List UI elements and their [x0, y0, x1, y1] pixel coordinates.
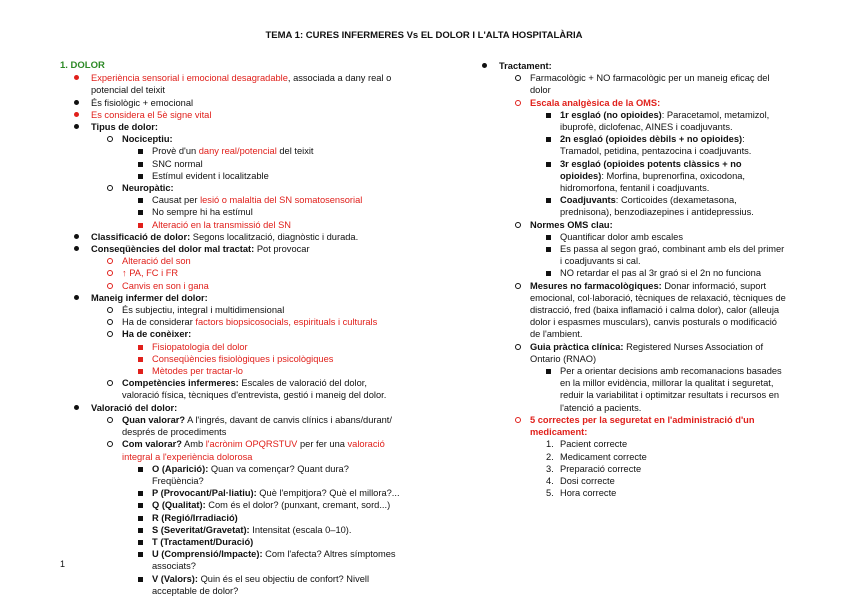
text: Segons localització, diagnòstic i durada. — [190, 231, 359, 242]
square-bullet-icon — [138, 516, 143, 521]
bold-text: Valoració del dolor: — [91, 402, 178, 413]
text: : Corticoides (dexametasona, prednisona), benzodiazepines i antidepressius. — [560, 195, 754, 218]
list-item — [60, 109, 400, 121]
square-bullet-icon — [546, 113, 551, 118]
circle-bullet-icon — [515, 100, 521, 106]
text: per fer una — [297, 439, 348, 450]
circle-bullet-icon — [107, 331, 113, 337]
text: Farmacològic + NO farmacològic per un maneig eficaç del dolor — [530, 73, 770, 96]
list-item — [60, 438, 400, 462]
square-bullet-icon — [546, 162, 551, 167]
red-text: Es considera el 5è signe vital — [91, 109, 212, 120]
bold-text: 2n esglaó (opioides dèbils + no opioides) — [560, 134, 743, 145]
bold-text: Competències infermeres: — [122, 378, 239, 389]
list-item — [60, 97, 400, 109]
square-bullet-icon — [138, 210, 143, 215]
list-item — [60, 170, 400, 182]
text: Estímul evident i localitzable — [152, 170, 269, 181]
square-bullet-icon — [138, 357, 143, 362]
list-number: 3. — [546, 463, 554, 474]
left-column — [60, 60, 400, 597]
list-number: 5. — [546, 488, 554, 499]
red-text: Mètodes per tractar-lo — [152, 366, 243, 377]
red-text: Canvis en son i gana — [122, 280, 209, 291]
square-bullet-icon — [546, 369, 551, 374]
square-bullet-icon — [546, 198, 551, 203]
list-item — [468, 365, 788, 414]
list-item — [60, 548, 400, 572]
bold-text: Nociceptiu: — [122, 134, 173, 145]
square-bullet-icon — [546, 271, 551, 276]
list-item — [60, 573, 400, 597]
circle-bullet-icon — [107, 441, 113, 447]
text: SNC normal — [152, 158, 203, 169]
red-text: valoració integral a l'experiència dolorosa — [122, 439, 385, 462]
text: Com és el dolor? (punxant, cremant, sord...) — [205, 500, 391, 511]
bold-text: V (Valors): — [152, 573, 198, 584]
circle-bullet-icon — [107, 185, 113, 191]
circle-bullet-icon — [107, 283, 113, 289]
list-item — [60, 206, 400, 218]
text: Es passa al segon graó, combinant amb els del primer i coadjuvants si cal. — [560, 244, 785, 267]
text: Causat per — [152, 195, 201, 206]
bold-text: Classificació de dolor: — [91, 231, 191, 242]
numbered-list-item — [468, 438, 788, 450]
bold-text: Maneig infermer del dolor: — [91, 292, 208, 303]
square-bullet-icon — [138, 223, 143, 228]
circle-bullet-icon — [107, 136, 113, 142]
bullet-icon — [74, 75, 79, 80]
list-item — [60, 72, 400, 96]
list-item — [468, 280, 788, 341]
text: Quin és el seu objectiu de confort? Nivell acceptable de dolor? — [152, 573, 370, 596]
square-bullet-icon — [546, 247, 551, 252]
bold-text: Mesures no farmacològiques: — [530, 280, 662, 291]
list-item — [60, 463, 400, 487]
bullet-icon — [482, 63, 487, 68]
square-bullet-icon — [138, 552, 143, 557]
bullet-icon — [74, 234, 79, 239]
text: Per a orientar decisions amb recomanacions basades en la millor evidència, millorar la qualitat i seguretat, reduir la variabilitat i optimitzar resultats i recursos en l'atenció a pacients. — [560, 366, 782, 413]
list-item — [468, 194, 788, 218]
red-text: dany real/potencial — [198, 146, 277, 157]
circle-bullet-icon — [107, 319, 113, 325]
list-item — [468, 109, 788, 133]
list-item — [60, 219, 400, 231]
bold-text: P (Provocant/Pal·liatiu): — [152, 488, 257, 499]
text: Pacient correcte — [560, 439, 628, 450]
square-bullet-icon — [138, 174, 143, 179]
circle-bullet-icon — [107, 417, 113, 423]
list-item — [468, 267, 788, 279]
circle-bullet-icon — [107, 380, 113, 386]
list-item — [60, 365, 400, 377]
list-item — [468, 231, 788, 243]
square-bullet-icon — [138, 162, 143, 167]
text: : Tramadol, petidina, pentazocina i coadjuvants. — [560, 134, 752, 157]
red-text: factors biopsicosocials, espirituals i culturals — [195, 317, 378, 328]
text: Medicament correcte — [560, 451, 647, 462]
square-bullet-icon — [138, 540, 143, 545]
document-title: TEMA 1: CURES INFERMERES Vs EL DOLOR I L'ALTA HOSPITALÀRIA — [265, 30, 583, 41]
square-bullet-icon — [138, 198, 143, 203]
bold-text: Neuropàtic: — [122, 183, 174, 194]
square-bullet-icon — [138, 369, 143, 374]
bold-text: Com valorar? — [122, 439, 182, 450]
list-item — [60, 316, 400, 328]
text: Provè d'un — [152, 146, 199, 157]
numbered-list-item — [468, 463, 788, 475]
bullet-icon — [74, 295, 79, 300]
list-item — [468, 219, 788, 231]
right-column — [468, 60, 788, 499]
bold-text: U (Comprensió/Impacte): — [152, 549, 263, 560]
square-bullet-icon — [138, 149, 143, 154]
bold-text: S (Severitat/Gravetat): — [152, 524, 250, 535]
bullet-icon — [74, 112, 79, 117]
list-item — [60, 487, 400, 499]
red-text: Alteració en la transmissió del SN — [152, 219, 291, 230]
red-text: ↑ PA, FC i FR — [122, 268, 179, 279]
text: Donar informació, suport emocional, col·laboració, tècniques de relaxació, tècniques de distracció, fred (baixa inflamació i calma dolor), calor (alleuja dolor i espasmes musculars), canvis posturals o modificació de l'ambient. — [530, 280, 786, 340]
text: Què l'empitjora? Què el millora?... — [256, 488, 400, 499]
bullet-icon — [74, 246, 79, 251]
text: Amb — [181, 439, 206, 450]
section-heading-dolor: 1. DOLOR — [60, 60, 105, 71]
list-item — [468, 341, 788, 365]
list-item — [60, 536, 400, 548]
text: Registered Nurses Association of Ontario (RNAO) — [530, 341, 764, 364]
square-bullet-icon — [546, 137, 551, 142]
list-item — [60, 194, 400, 206]
text: Pot provocar — [254, 244, 310, 255]
text: Com l'afecta? Altres símptomes associats? — [152, 549, 396, 572]
list-item — [60, 292, 400, 304]
list-item — [468, 72, 788, 96]
bold-text: Tractament: — [499, 61, 552, 71]
list-number: 4. — [546, 475, 554, 486]
list-item — [60, 121, 400, 133]
bold-text: Tipus de dolor: — [91, 122, 158, 133]
circle-bullet-icon — [515, 283, 521, 289]
red-text: Conseqüències fisiològiques i psicològiques — [152, 353, 334, 364]
text: Hora correcte — [560, 488, 617, 499]
text: del teixit — [276, 146, 314, 157]
list-item — [60, 341, 400, 353]
square-bullet-icon — [138, 345, 143, 350]
bold-text: Ha de conèixer: — [122, 329, 192, 340]
bold-text: 3r esglaó (opioides potents clàssics + no opioides) — [560, 158, 742, 181]
circle-bullet-icon — [515, 417, 521, 423]
list-item — [60, 328, 400, 340]
text: Quan va començar? Quant dura? Freqüència? — [152, 463, 349, 486]
bullet-icon — [74, 405, 79, 410]
numbered-list-item — [468, 475, 788, 487]
list-item — [60, 158, 400, 170]
circle-bullet-icon — [107, 258, 113, 264]
square-bullet-icon — [138, 491, 143, 496]
text: Preparació correcte — [560, 463, 642, 474]
text: Intensitat (escala 0–10). — [249, 524, 352, 535]
square-bullet-icon — [138, 577, 143, 582]
bold-text: Q (Qualitat): — [152, 500, 206, 511]
text: Quantificar dolor amb escales — [560, 231, 683, 242]
list-item — [468, 414, 788, 438]
text: És subjectiu, integral i multidimensional — [122, 305, 285, 316]
list-item — [468, 243, 788, 267]
red-text: Fisiopatologia del dolor — [152, 341, 248, 352]
list-item — [60, 182, 400, 194]
list-item — [60, 377, 400, 401]
list-item — [468, 158, 788, 195]
bold-text: 1r esglaó (no opioides) — [560, 109, 662, 120]
text: A l'ingrés, davant de canvis clínics i abans/durant/ després de procediments — [122, 414, 392, 438]
red-text: l'acrònim OPQRSTUV — [205, 439, 298, 450]
circle-bullet-icon — [515, 344, 521, 350]
page-number: 1 — [60, 559, 66, 569]
text: És fisiològic + emocional — [91, 97, 194, 108]
circle-bullet-icon — [107, 270, 113, 276]
list-item — [60, 145, 400, 157]
list-item — [468, 60, 788, 72]
list-item — [60, 402, 400, 414]
red-text: lesió o malaltia del SN somatosensorial — [200, 195, 363, 206]
text: : Morfina, buprenorfina, oxicodona, hidromorfona, fentanil i coadjuvants. — [560, 170, 745, 194]
bold-text: R (Regió/Irradiació) — [152, 512, 238, 523]
bullet-icon — [74, 100, 79, 105]
numbered-list-item — [468, 451, 788, 463]
bold-text: Conseqüències del dolor mal tractat: — [91, 244, 255, 255]
list-item — [60, 304, 400, 316]
list-number: 2. — [546, 451, 554, 462]
text: NO retardar el pas al 3r graó si el 2n no funciona — [560, 268, 762, 279]
bullet-icon — [74, 124, 79, 129]
bold-text: Normes OMS clau: — [530, 219, 613, 230]
red-bold-text: 5 correctes per la seguretat en l'administració d'un medicament: — [530, 414, 755, 438]
list-item — [60, 524, 400, 536]
numbered-list-item — [468, 487, 788, 499]
square-bullet-icon — [138, 528, 143, 533]
list-number: 1. — [546, 439, 554, 450]
list-item — [60, 267, 400, 279]
list-item — [60, 353, 400, 365]
text: Escales de valoració del dolor, valoració física, tècniques d'entrevista, gestió i maneig del dolor. — [122, 378, 387, 401]
list-item — [60, 499, 400, 511]
square-bullet-icon — [138, 503, 143, 508]
text: Ha de considerar — [122, 317, 196, 328]
red-bold-text: Escala analgèsica de la OMS: — [530, 97, 661, 108]
bold-text: Guia pràctica clínica: — [530, 341, 624, 352]
list-item — [60, 231, 400, 243]
text: Dosi correcte — [560, 475, 615, 486]
circle-bullet-icon — [515, 222, 521, 228]
square-bullet-icon — [138, 467, 143, 472]
list-item — [60, 133, 400, 145]
text: : Paracetamol, metamizol, ibuprofè, diclofenac, AINES i coadjuvants. — [560, 109, 770, 133]
bold-text: Quan valorar? — [122, 414, 186, 425]
red-text: Experiència sensorial i emocional desagradable — [91, 73, 288, 84]
list-item — [60, 255, 400, 267]
bold-text: Coadjuvants — [560, 195, 616, 206]
circle-bullet-icon — [515, 75, 521, 81]
bold-text: O (Aparició): — [152, 463, 209, 474]
red-text: Alteració del son — [122, 256, 191, 267]
bold-text: T (Tractament/Duració) — [152, 536, 254, 547]
list-item — [468, 133, 788, 157]
circle-bullet-icon — [107, 307, 113, 313]
list-item — [60, 512, 400, 524]
text: No sempre hi ha estímul — [152, 207, 253, 218]
list-item — [468, 97, 788, 109]
list-item — [60, 280, 400, 292]
text: , associada a dany real o potencial del teixit — [91, 73, 392, 96]
list-item — [60, 414, 400, 438]
square-bullet-icon — [546, 235, 551, 240]
list-item — [60, 243, 400, 255]
